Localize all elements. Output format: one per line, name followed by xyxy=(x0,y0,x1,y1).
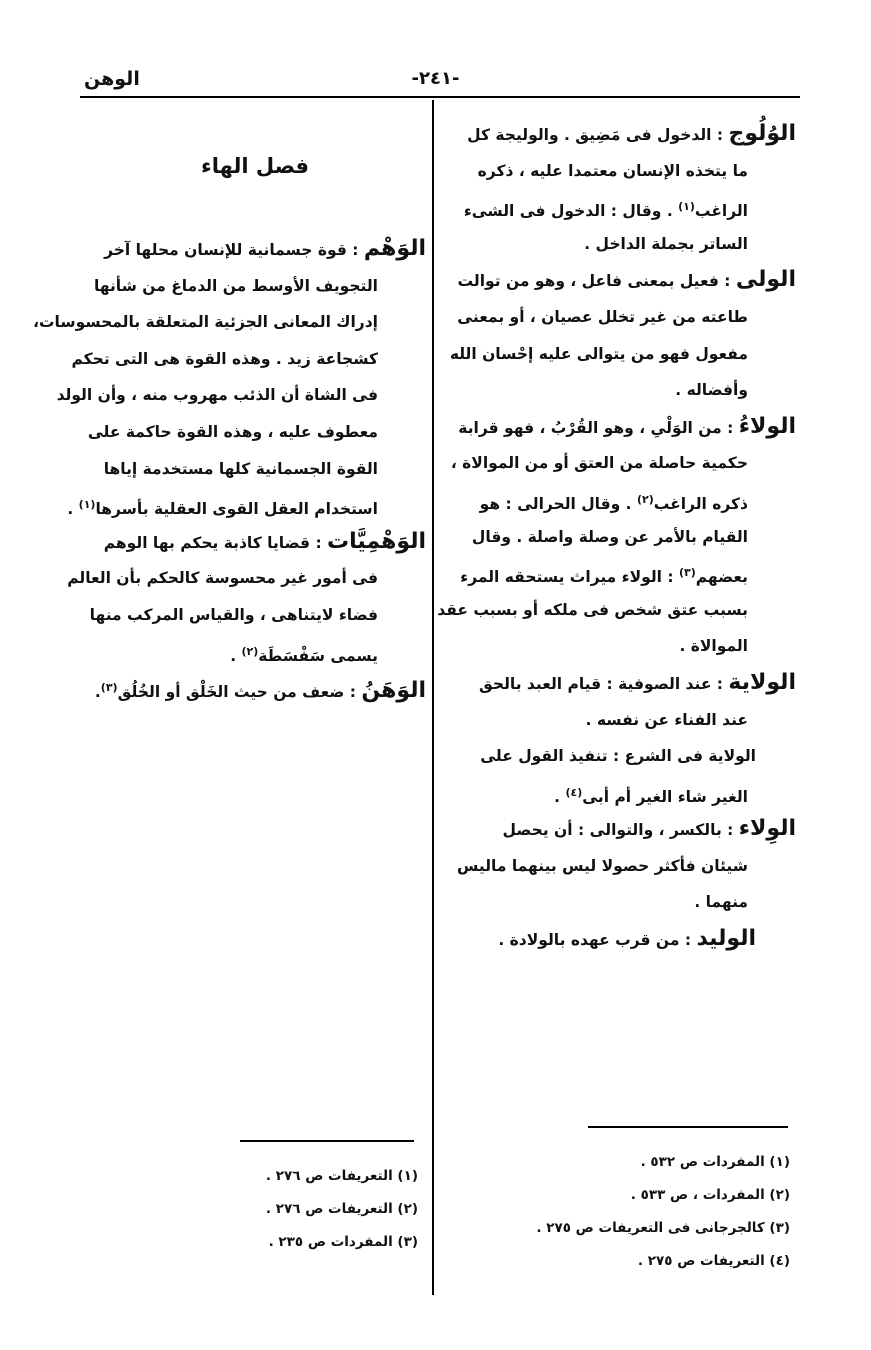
text-line xyxy=(84,451,426,488)
text-line xyxy=(446,628,796,665)
text-line xyxy=(446,445,796,482)
footnote-marker: (٣) xyxy=(100,681,118,695)
text-line xyxy=(446,555,796,592)
footnote: (٢) التعريفات ص ٢٧٦ . xyxy=(265,1201,418,1217)
text-line xyxy=(446,519,796,556)
text-line xyxy=(446,775,796,812)
line-text: : قضايا كاذبة يحكم بها الوهم xyxy=(103,533,328,552)
line-text-after: . وقال : الدخول فى الشىء xyxy=(463,202,679,221)
text-line xyxy=(446,482,796,519)
text-line xyxy=(446,189,796,226)
line-text: كشجاعة زيد . وهذه القوة هى التى تحكم xyxy=(71,349,378,368)
right-footnote-rule xyxy=(588,1126,788,1128)
line-text: معطوف عليه ، وهذه القوة حاكمة على xyxy=(87,422,378,441)
line-text-after: . وقال الحرالى : هو xyxy=(479,494,637,513)
text-line xyxy=(84,414,426,451)
line-text-after: : الولاء ميراث يستحقه المرء xyxy=(460,568,679,587)
text-line xyxy=(84,524,426,561)
text-line xyxy=(33,304,426,341)
line-text: فضاء لايتناهى ، والقياس المركب منها xyxy=(89,605,378,624)
header-rule xyxy=(80,96,800,98)
line-text: الغير شاء الغير أم أبى xyxy=(582,787,748,806)
line-text: القيام بالأمر عن وصلة واصلة . وقال xyxy=(471,527,748,546)
text-line xyxy=(84,670,426,707)
left-column-body xyxy=(33,231,426,707)
text-line xyxy=(446,299,796,336)
entry-term: الوَهْم xyxy=(363,236,426,261)
text-line xyxy=(446,848,796,885)
line-text: الساتر بجملة الداخل . xyxy=(584,234,748,253)
page-number: -٢٤١- xyxy=(411,68,460,89)
line-text: الراغب xyxy=(694,202,748,221)
line-text: مفعول فهو من يتوالى عليه إحْسان الله xyxy=(449,344,748,363)
entry-term: الولاءُ xyxy=(738,413,796,439)
footnote-marker: (٢) xyxy=(241,644,259,658)
text-line xyxy=(71,341,426,378)
line-text: : فعيل بمعنى فاعل ، وهو من توالت xyxy=(457,272,736,291)
right-column xyxy=(437,116,796,958)
entry-term: الوليد xyxy=(696,926,756,952)
text-line xyxy=(446,811,796,848)
text-line xyxy=(446,409,796,446)
text-line xyxy=(446,262,796,299)
footnote: (٣) كالجرجانى فى التعريفات ص ٢٧٥ . xyxy=(536,1220,790,1236)
text-line xyxy=(446,665,796,702)
left-column xyxy=(33,150,426,707)
text-line xyxy=(446,372,796,409)
text-line xyxy=(84,231,426,268)
line-text-after: . xyxy=(94,683,101,702)
section-title: فصل الهاء xyxy=(200,154,310,178)
line-text: : من قرب عهده بالولادة . xyxy=(498,931,697,950)
line-text: : من الوَلْىِ ، وهو القُرْبُ ، فهو قرابة xyxy=(458,418,739,437)
footnote-marker: (٤) xyxy=(565,785,583,799)
text-line xyxy=(67,560,426,597)
line-text: : قوة جسمانية للإنسان محلها آخر xyxy=(104,241,364,259)
left-footnote-rule xyxy=(240,1140,414,1142)
text-line xyxy=(67,487,426,524)
line-text: عند الفناء عن نفسه . xyxy=(585,710,748,729)
running-head-word: الوهن xyxy=(84,68,140,90)
line-text: بعضهم xyxy=(695,568,748,587)
line-text-after: . xyxy=(67,500,79,519)
line-text: الولاية فى الشرع : تنفيذ القول على xyxy=(480,747,756,766)
entry-term: الوِلاء xyxy=(738,816,796,842)
left-footnotes xyxy=(180,1160,418,1259)
line-text-after: . xyxy=(230,646,242,665)
footnote: (٤) التعريفات ص ٢٧٥ . xyxy=(637,1253,790,1269)
line-text: إدراك المعانى الجزئية المتعلقة بالمحسوسات، xyxy=(33,313,378,332)
text-line xyxy=(56,377,426,414)
line-text: يسمى سَفْسَطَة xyxy=(258,646,378,665)
text-line xyxy=(446,153,796,190)
line-text: التجويف الأوسط من الدماغ من شأنها xyxy=(93,276,378,295)
line-text: استخدام العقل القوى العقلية بأسرها xyxy=(95,500,378,519)
line-text: الموالاة . xyxy=(679,637,748,656)
line-text: حكمية حاصلة من العتق أو من الموالاة ، xyxy=(450,454,748,473)
footnote: (١) التعريفات ص ٢٧٦ . xyxy=(265,1168,418,1184)
text-line xyxy=(446,702,796,739)
line-text: ما يتخذه الإنسان معتمدا عليه ، ذكره xyxy=(477,161,748,180)
footnote: (١) المفردات ص ٥٣٢ . xyxy=(640,1154,790,1170)
footnote-marker: (١) xyxy=(678,200,695,214)
text-line xyxy=(84,634,426,671)
line-text: وأفضاله . xyxy=(675,381,748,400)
line-text: : الدخول فى مَضِيق . والوليجة كل xyxy=(467,126,729,144)
line-text: فى أمور غير محسوسة كالحكم بأن العالم xyxy=(67,569,378,588)
entry-term: الوَهَنُ xyxy=(361,678,426,704)
footnote: (٣) المفردات ص ٢٣٥ . xyxy=(268,1234,418,1250)
line-text: فى الشاة أن الذئب مهروب منه ، وأن الولد xyxy=(56,386,378,405)
entry-term: الولى xyxy=(735,267,796,293)
right-footnotes xyxy=(480,1146,790,1278)
line-text: القوة الجسمانية كلها مستخدمة إياها xyxy=(103,459,378,478)
text-line xyxy=(446,884,796,921)
text-line xyxy=(446,116,796,153)
footnote-marker: (٢) xyxy=(636,492,654,506)
line-text: : ضعف من حيث الخَلْق أو الخُلُق xyxy=(117,683,362,702)
line-text: بسبب عتق شخص فى ملكه أو بسبب عقد xyxy=(437,600,748,619)
line-text: ذكره الراغب xyxy=(653,494,748,513)
footnote-marker: (١) xyxy=(78,498,96,512)
footnote: (٢) المفردات ، ص ٥٣٣ . xyxy=(630,1187,790,1203)
text-line xyxy=(446,738,796,775)
text-line xyxy=(84,597,426,634)
line-text: : بالكسر ، والتوالى : أن يحصل xyxy=(502,821,739,840)
text-line xyxy=(446,336,796,373)
line-text: منهما . xyxy=(694,893,748,912)
entry-term: الولاية xyxy=(728,669,796,695)
text-line xyxy=(84,268,426,305)
text-line xyxy=(437,592,796,629)
text-line xyxy=(446,226,796,263)
line-text: شيئان فأكثر حصولا ليس بينهما ماليس xyxy=(456,856,748,875)
footnote-marker: (٣) xyxy=(678,566,696,580)
entry-term: الوُلُوج xyxy=(728,121,796,146)
line-text-after: . xyxy=(554,787,566,806)
column-divider xyxy=(432,100,434,1295)
line-text: طاعته من غير تخلل عصيان ، أو بمعنى xyxy=(457,307,748,326)
entry-term: الوَهْمِيَّات xyxy=(327,528,426,554)
line-text: : عند الصوفية : قيام العبد بالحق xyxy=(478,674,729,693)
text-line xyxy=(446,921,796,958)
